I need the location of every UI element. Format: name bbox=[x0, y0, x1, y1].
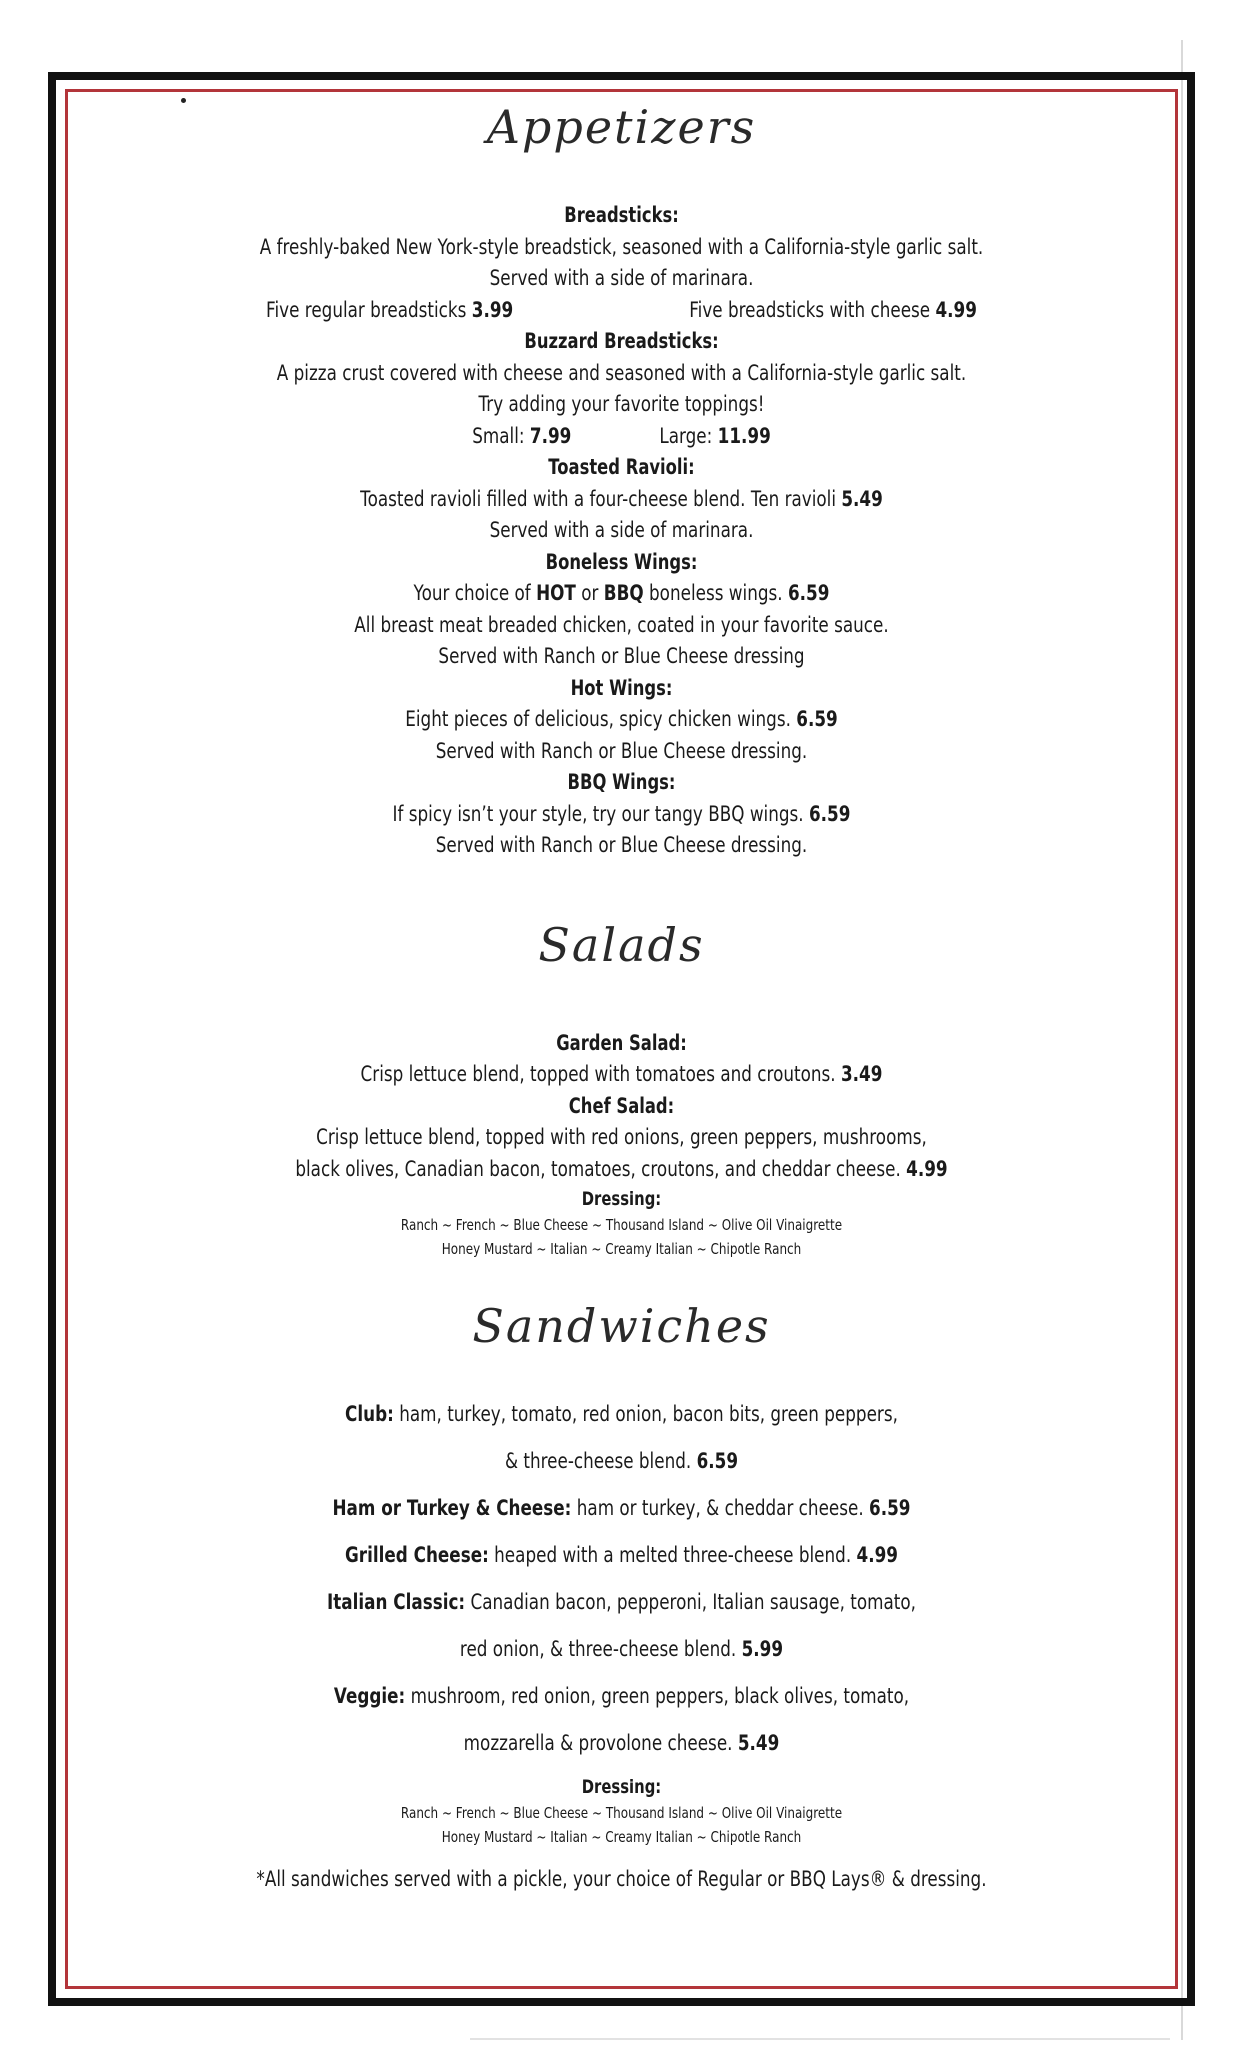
breadsticks-desc-2: Served with a side of marinara. bbox=[489, 266, 754, 290]
chef-salad-desc-1: Crisp lettuce blend, topped with red onions, green peppers, mushrooms, bbox=[316, 1125, 927, 1149]
menu-content bbox=[60, 90, 1183, 1895]
hot-wings-title: Hot Wings: bbox=[570, 675, 673, 700]
sandwiches-section bbox=[60, 1261, 1183, 1895]
chef-salad-desc-2 bbox=[172, 1154, 1070, 1186]
garden-salad-price: 3.49 bbox=[840, 1062, 883, 1086]
buzzard-large-label: Large: bbox=[659, 423, 713, 448]
breadsticks-opt2-price: 4.99 bbox=[935, 297, 977, 322]
buzzard-small-price: 7.99 bbox=[529, 423, 572, 448]
garden-salad-desc bbox=[172, 1059, 1070, 1091]
buzzard-large-price: 11.99 bbox=[717, 423, 771, 448]
boneless-desc-3: Served with Ranch or Blue Cheese dressing bbox=[438, 644, 805, 668]
bbq-wings-desc-text: If spicy isn’t your style, try our tangy BBQ wings. bbox=[392, 801, 804, 826]
salads-title: Salads bbox=[538, 917, 705, 972]
breadsticks-opt2-label: Five breadsticks with cheese bbox=[689, 297, 931, 322]
veggie-desc-1: mushroom, red onion, green peppers, black olives, tomato, bbox=[410, 1684, 910, 1708]
chef-salad-price: 4.99 bbox=[906, 1156, 948, 1181]
sandwich-dressing-line-1: Ranch ~ French ~ Blue Cheese ~ Thousand Island ~ Olive Oil Vinaigrette bbox=[400, 1804, 843, 1822]
hot-wings-desc-2: Served with Ranch or Blue Cheese dressing. bbox=[435, 738, 808, 763]
boneless-desc-2: All breast meat breaded chicken, coated in your favorite sauce. bbox=[354, 612, 889, 637]
sandwich-dressing-title: Dressing: bbox=[581, 1776, 662, 1798]
ravioli-desc-2: Served with a side of marinara. bbox=[489, 518, 754, 542]
grilled-cheese-desc: heaped with a melted three-cheese blend. bbox=[494, 1543, 852, 1567]
hot-wings-desc-text: Eight pieces of delicious, spicy chicken wings. bbox=[405, 707, 791, 731]
veggie-line-2 bbox=[172, 1720, 1070, 1767]
club-desc-1: ham, turkey, tomato, red onion, bacon bits, green peppers, bbox=[399, 1402, 898, 1426]
buzzard-title: Buzzard Breadsticks: bbox=[524, 329, 719, 353]
boneless-desc-b: boneless wings. bbox=[649, 581, 783, 605]
buzzard-desc-1: A pizza crust covered with cheese and seasoned with a California-style garlic salt. bbox=[276, 360, 967, 385]
boneless-desc-1 bbox=[172, 578, 1070, 610]
italian-line-2 bbox=[172, 1626, 1070, 1673]
ravioli-desc-1 bbox=[172, 484, 1070, 516]
bbq-wings-desc-2: Served with Ranch or Blue Cheese dressing. bbox=[435, 833, 808, 857]
salad-dressing-line-2: Honey Mustard ~ Italian ~ Creamy Italian ~ Chipotle Ranch bbox=[441, 1240, 802, 1258]
appetizers-section bbox=[60, 100, 1183, 862]
club-title: Club: bbox=[345, 1402, 394, 1426]
ham-turkey-price: 6.59 bbox=[869, 1496, 911, 1520]
ham-turkey-line bbox=[172, 1485, 1070, 1532]
ham-turkey-desc: ham or turkey, & cheddar cheese. bbox=[576, 1496, 864, 1520]
sandwiches-title: Sandwiches bbox=[472, 1299, 771, 1353]
boneless-price: 6.59 bbox=[787, 581, 830, 605]
salad-dressing-title: Dressing: bbox=[581, 1188, 662, 1210]
ham-turkey-title: Ham or Turkey & Cheese: bbox=[332, 1496, 572, 1520]
italian-price: 5.99 bbox=[741, 1637, 784, 1661]
ravioli-desc-text: Toasted ravioli filled with a four-cheese blend. Ten ravioli bbox=[360, 486, 837, 511]
club-desc-2: & three-cheese blend. bbox=[504, 1449, 692, 1473]
breadsticks-title: Breadsticks: bbox=[564, 203, 679, 227]
boneless-hot: HOT bbox=[536, 581, 576, 605]
italian-title: Italian Classic: bbox=[327, 1590, 466, 1614]
boneless-or: or bbox=[581, 581, 599, 605]
ravioli-price: 5.49 bbox=[841, 486, 883, 511]
bbq-wings-title: BBQ Wings: bbox=[567, 770, 676, 794]
sandwich-dressing-line-2: Honey Mustard ~ Italian ~ Creamy Italian ~ Chipotle Ranch bbox=[441, 1828, 802, 1846]
grilled-cheese-title: Grilled Cheese: bbox=[345, 1543, 489, 1567]
breadsticks-opt1-price: 3.99 bbox=[471, 297, 514, 322]
grilled-cheese-line bbox=[172, 1532, 1070, 1579]
boneless-bbq: BBQ bbox=[603, 581, 644, 605]
salads-section bbox=[60, 862, 1183, 1262]
club-line-1 bbox=[172, 1391, 1070, 1438]
italian-desc-1: Canadian bacon, pepperoni, Italian sausage, tomato, bbox=[470, 1590, 916, 1614]
salad-dressing-line-1: Ranch ~ French ~ Blue Cheese ~ Thousand Island ~ Olive Oil Vinaigrette bbox=[400, 1216, 843, 1234]
buzzard-sizes bbox=[172, 421, 1070, 453]
ravioli-title: Toasted Ravioli: bbox=[548, 455, 695, 479]
grilled-cheese-price: 4.99 bbox=[856, 1543, 898, 1567]
veggie-price: 5.49 bbox=[737, 1731, 780, 1755]
garden-salad-title: Garden Salad: bbox=[556, 1030, 687, 1055]
hot-wings-desc-1 bbox=[172, 704, 1070, 736]
hot-wings-price: 6.59 bbox=[796, 707, 838, 731]
italian-line-1 bbox=[172, 1579, 1070, 1626]
breadsticks-options bbox=[172, 295, 1070, 327]
chef-salad-title: Chef Salad: bbox=[568, 1093, 675, 1118]
bbq-wings-desc-1 bbox=[172, 799, 1070, 831]
club-price: 6.59 bbox=[696, 1449, 739, 1473]
veggie-desc-2: mozzarella & provolone cheese. bbox=[463, 1731, 733, 1755]
buzzard-desc-2: Try adding your favorite toppings! bbox=[478, 392, 765, 416]
appetizers-title: Appetizers bbox=[486, 100, 757, 154]
bbq-wings-price: 6.59 bbox=[808, 801, 851, 826]
scan-edge-bottom bbox=[470, 2038, 1170, 2040]
boneless-title: Boneless Wings: bbox=[545, 549, 698, 574]
breadsticks-desc-1: A freshly-baked New York-style breadstick, seasoned with a California-style garlic salt. bbox=[259, 234, 984, 259]
club-line-2 bbox=[172, 1438, 1070, 1485]
breadsticks-opt1-label: Five regular breadsticks bbox=[266, 297, 467, 322]
chef-salad-desc-text: black olives, Canadian bacon, tomatoes, croutons, and cheddar cheese. bbox=[295, 1156, 901, 1181]
garden-salad-desc-text: Crisp lettuce blend, topped with tomatoes and croutons. bbox=[360, 1062, 836, 1086]
veggie-line-1 bbox=[172, 1673, 1070, 1720]
veggie-title: Veggie: bbox=[333, 1684, 406, 1708]
italian-desc-2: red onion, & three-cheese blend. bbox=[459, 1637, 737, 1661]
sandwich-footnote: *All sandwiches served with a pickle, your choice of Regular or BBQ Lays® & dressing. bbox=[256, 1867, 987, 1891]
boneless-desc-a: Your choice of bbox=[413, 581, 531, 605]
buzzard-small-label: Small: bbox=[472, 423, 525, 448]
